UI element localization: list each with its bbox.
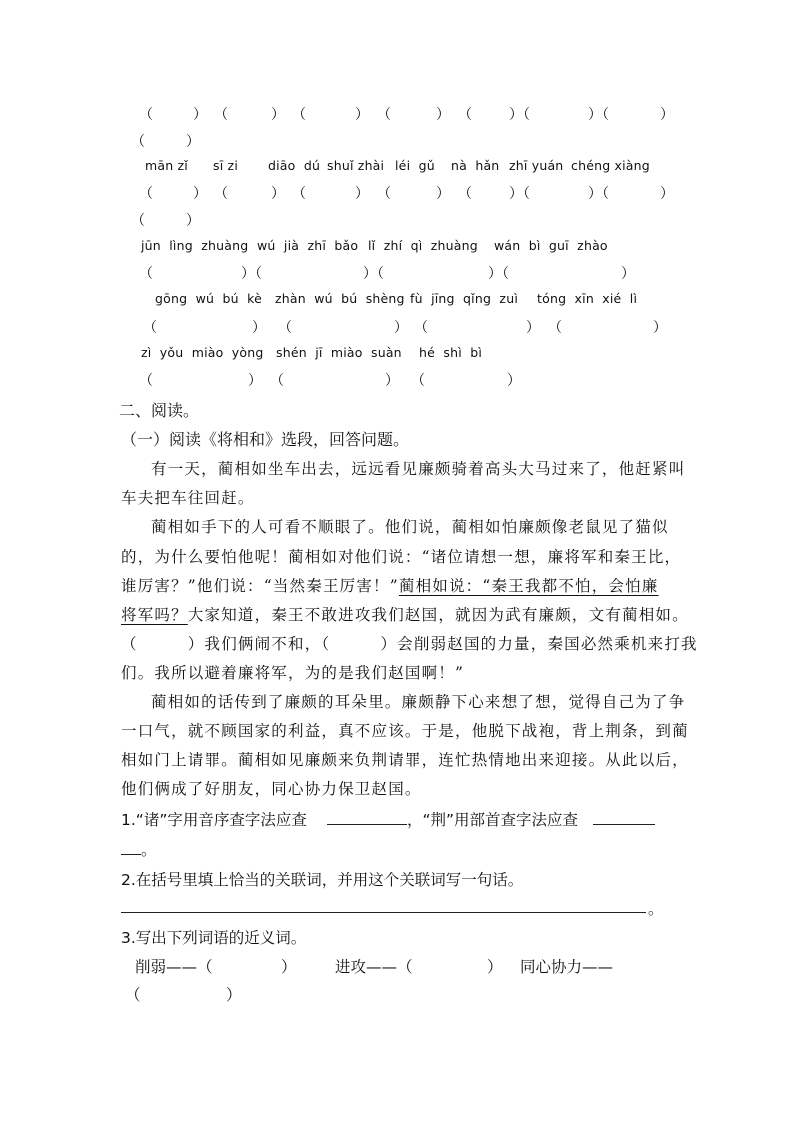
- underlined-sentence: 蔺相如说：“秦王我都不怕，会怕廉: [398, 577, 659, 595]
- answer-line[interactable]: [121, 912, 646, 913]
- passage-line: 一口气，就不顾国家的利益，真不应该。于是，他脱下战袍，背上荆条，到蔺: [121, 722, 689, 740]
- bracket[interactable]: （: [292, 107, 306, 123]
- bracket[interactable]: ）（: [241, 266, 262, 282]
- reading-subheading: （一）阅读《将相和》选段，回答问题。: [121, 430, 410, 449]
- pinyin: hé shì bì: [419, 345, 483, 360]
- bracket: ）: [281, 958, 297, 976]
- passage-line: 们。我所以避着廉将军，为的是我们赵国啊！”: [121, 664, 465, 682]
- pinyin: wú jià zhī bǎo: [257, 238, 359, 253]
- bracket[interactable]: ）: [355, 107, 369, 123]
- bracket[interactable]: （: [214, 107, 228, 123]
- bracket[interactable]: ）: [193, 107, 207, 123]
- passage-text: 大家知道，秦王不敢进攻我们赵国，就因为武有廉颇，文有蔺相如。: [187, 606, 689, 624]
- passage-line: [121, 574, 659, 596]
- pinyin: fù jīng qǐng zuì: [410, 291, 518, 306]
- bracket[interactable]: （: [139, 107, 153, 123]
- pinyin: lǐ zhí qì zhuàng: [368, 238, 478, 253]
- bracket[interactable]: （: [278, 320, 292, 336]
- passage-line: 蔺相如手下的人可看不顺眼了。他们说，蔺相如怕廉颇像老鼠见了猫似: [151, 518, 669, 536]
- bracket[interactable]: （: [270, 373, 284, 389]
- bracket[interactable]: ）: [660, 107, 674, 123]
- pinyin: tóng xīn xié lì: [537, 291, 638, 306]
- pinyin: zhàn wú bú shèng: [275, 291, 405, 306]
- bracket[interactable]: ）: [394, 320, 408, 336]
- pinyin: shuǐ zhài: [327, 158, 385, 173]
- passage-line: 车夫把车往回赶。: [121, 489, 255, 507]
- question-text: ，“荆”用部首查字法应查: [407, 811, 579, 829]
- bracket[interactable]: ）: [507, 373, 521, 389]
- passage-line: 的，为什么要怕他呢！蔺相如对他们说：“诸位请想一想，廉将军和秦王比，: [121, 548, 682, 566]
- pinyin: diāo dú: [268, 158, 321, 173]
- passage-line: 有一天，蔺相如坐车出去，远远看见廉颇骑着高头大马过来了，他赶紧叫: [151, 460, 686, 478]
- question-text: 3.写出下列词语的近义词。: [121, 929, 307, 947]
- passage-line: 相如门上请罪。蔺相如见廉颇来负荆请罪，连忙热情地出来迎接。从此以后，: [121, 751, 689, 769]
- pinyin: léi gǔ: [395, 158, 435, 173]
- bracket[interactable]: ）: [385, 373, 399, 389]
- question-text: 1.“诸”字用音序查字法应查: [121, 811, 307, 829]
- bracket[interactable]: ）（: [588, 107, 609, 123]
- bracket[interactable]: ）（: [588, 186, 609, 202]
- underlined-sentence: 将军吗？: [121, 606, 188, 624]
- bracket: （: [125, 986, 141, 1004]
- bracket[interactable]: ）: [436, 186, 450, 202]
- bracket[interactable]: （: [414, 320, 428, 336]
- answer-blank[interactable]: [593, 824, 655, 825]
- pinyin: jūn lìng zhuàng: [141, 238, 249, 253]
- bracket[interactable]: （: [377, 186, 391, 202]
- pinyin: mān zǐ: [145, 158, 188, 173]
- bracket[interactable]: （: [143, 320, 157, 336]
- synonym-prompt[interactable]: 进攻——（: [335, 958, 413, 976]
- synonym-prompt[interactable]: 削弱——（: [135, 958, 213, 976]
- bracket[interactable]: （: [292, 186, 306, 202]
- question-text: 2.在括号里填上恰当的关联词，并用这个关联词写一句话。: [121, 871, 524, 889]
- section-heading: 二、阅读。: [119, 401, 200, 420]
- pinyin: shén jī miào suàn: [276, 345, 402, 360]
- passage-line-with-blanks[interactable]: （ ）我们俩闹不和，（ ）会削弱赵国的力量，秦国必然乘机来打我: [121, 635, 698, 653]
- pinyin: sī zi: [213, 158, 238, 173]
- bracket[interactable]: ）: [248, 373, 262, 389]
- synonym-prompt[interactable]: 同心协力——: [520, 958, 614, 976]
- bracket[interactable]: （: [377, 107, 391, 123]
- answer-blank[interactable]: [327, 824, 407, 825]
- bracket[interactable]: （: [458, 186, 472, 202]
- bracket[interactable]: ）（: [509, 107, 530, 123]
- pinyin: gōng wú bú kè: [155, 291, 262, 306]
- pinyin: nà hǎn: [451, 158, 500, 173]
- question-punct: 。: [141, 841, 157, 859]
- bracket[interactable]: （: [458, 107, 472, 123]
- bracket[interactable]: （: [131, 134, 145, 150]
- passage-line: 他们俩成了好朋友，同心协力保卫赵国。: [121, 780, 422, 798]
- bracket[interactable]: ）: [271, 107, 285, 123]
- bracket[interactable]: ）: [621, 266, 635, 282]
- bracket[interactable]: ）: [252, 320, 266, 336]
- bracket[interactable]: （: [411, 373, 425, 389]
- pinyin: wán bì guī zhào: [494, 238, 608, 253]
- bracket[interactable]: ）: [193, 186, 207, 202]
- pinyin: zì yǒu miào yòng: [141, 345, 264, 360]
- bracket[interactable]: （: [139, 186, 153, 202]
- bracket[interactable]: ）（: [363, 266, 384, 282]
- bracket[interactable]: ）: [436, 107, 450, 123]
- bracket[interactable]: ）: [271, 186, 285, 202]
- bracket[interactable]: ）: [653, 320, 667, 336]
- bracket[interactable]: （: [131, 213, 145, 229]
- passage-text: 谁厉害？”他们说：“当然秦王厉害！”: [121, 577, 399, 595]
- pinyin: zhī yuán: [509, 158, 564, 173]
- answer-blank[interactable]: [121, 854, 141, 855]
- pinyin: chéng xiàng: [571, 158, 650, 173]
- bracket[interactable]: ）: [186, 134, 200, 150]
- bracket[interactable]: ）: [355, 186, 369, 202]
- bracket[interactable]: ）: [526, 320, 540, 336]
- question-punct: 。: [648, 900, 664, 918]
- bracket[interactable]: （: [139, 373, 153, 389]
- passage-line: 蔺相如的话传到了廉颇的耳朵里。廉颇静下心来想了想，觉得自己为了争: [151, 693, 686, 711]
- bracket[interactable]: （: [548, 320, 562, 336]
- bracket: ）: [487, 958, 503, 976]
- bracket[interactable]: ）（: [488, 266, 509, 282]
- bracket: ）: [226, 986, 242, 1004]
- bracket[interactable]: ）（: [509, 186, 530, 202]
- bracket[interactable]: （: [214, 186, 228, 202]
- bracket[interactable]: ）: [186, 213, 200, 229]
- bracket[interactable]: ）: [660, 186, 674, 202]
- bracket[interactable]: （: [139, 266, 153, 282]
- passage-line: [121, 603, 689, 625]
